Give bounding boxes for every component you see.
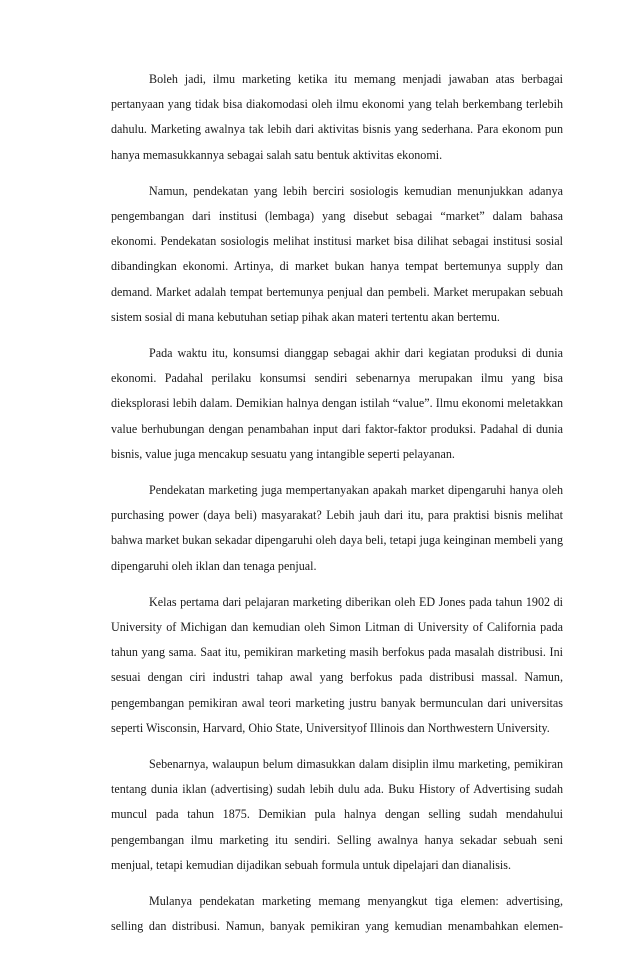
paragraph-6: Sebenarnya, walaupun belum dimasukkan dalam disiplin ilmu marketing, pemikiran tentang dunia iklan (advertising) sudah lebih dulu ada. Buku History of Advertising sudah muncul pada tahun 1875. Demikian pula halnya dengan selling sudah mendahului pengembangan ilmu marketing itu sendiri. Selling awalnya hanya sekadar sebuah seni menjual, tetapi kemudian dijadikan sebuah formula untuk dipelajari dan dianalisis. bbox=[111, 757, 563, 872]
paragraph-4: Pendekatan marketing juga mempertanyakan apakah market dipengaruhi hanya oleh purchasing power (daya beli) masyarakat? Lebih jauh dari itu, para praktisi bisnis melihat bahwa market bukan sekadar dipengaruhi oleh daya beli, tetapi juga keinginan membeli yang dipengaruhi oleh iklan dan tenaga penjual. bbox=[111, 483, 563, 573]
document-body bbox=[111, 67, 563, 951]
paragraph-2: Namun, pendekatan yang lebih berciri sosiologis kemudian menunjukkan adanya pengembangan dari institusi (lembaga) yang disebut sebagai “market” dalam bahasa ekonomi. Pendekatan sosiologis melihat institusi market bisa dilihat sebagai institusi sosial dibandingkan ekonomi. Artinya, di market bukan hanya tempat bertemunya supply dan demand. Market adalah tempat bertemunya penjual dan pembeli. Market merupakan sebuah sistem sosial di mana kebutuhan setiap pihak akan materi tertentu akan bertemu. bbox=[111, 183, 563, 324]
paragraph-3: Pada waktu itu, konsumsi dianggap sebagai akhir dari kegiatan produksi di dunia ekonomi. Padahal perilaku konsumsi sendiri sebenarnya merupakan ilmu yang bisa dieksplorasi lebih dalam. Demikian halnya dengan istilah “value”. Ilmu ekonomi meletakkan value berhubungan dengan penambahan input dari faktor-faktor produksi. Padahal di dunia bisnis, value juga mencakup sesuatu yang intangible seperti pelayanan. bbox=[111, 346, 563, 461]
paragraph-1: Boleh jadi, ilmu marketing ketika itu memang menjadi jawaban atas berbagai pertanyaan yang tidak bisa diakomodasi oleh ilmu ekonomi yang telah berkembang terlebih dahulu. Marketing awalnya tak lebih dari aktivitas bisnis yang sederhana. Para ekonom pun hanya memasukkannya sebagai salah satu bentuk aktivitas ekonomi. bbox=[111, 72, 563, 162]
paragraph-5: Kelas pertama dari pelajaran marketing diberikan oleh ED Jones pada tahun 1902 di University of Michigan dan kemudian oleh Simon Litman di University of California pada tahun yang sama. Saat itu, pemikiran marketing masih berfokus pada masalah distribusi. Ini sesuai dengan ciri industri tahap awal yang berfokus pada distribusi massal. Namun, pengembangan pemikiran awal teori marketing justru banyak bermunculan dari universitas seperti Wisconsin, Harvard, Ohio State, Universityof Illinois dan Northwestern University. bbox=[111, 594, 563, 735]
paragraph-7: Mulanya pendekatan marketing memang menyangkut tiga elemen: advertising, selling dan distribusi. Namun, banyak pemikiran yang kemudian menambahkan elemen- bbox=[111, 894, 563, 934]
